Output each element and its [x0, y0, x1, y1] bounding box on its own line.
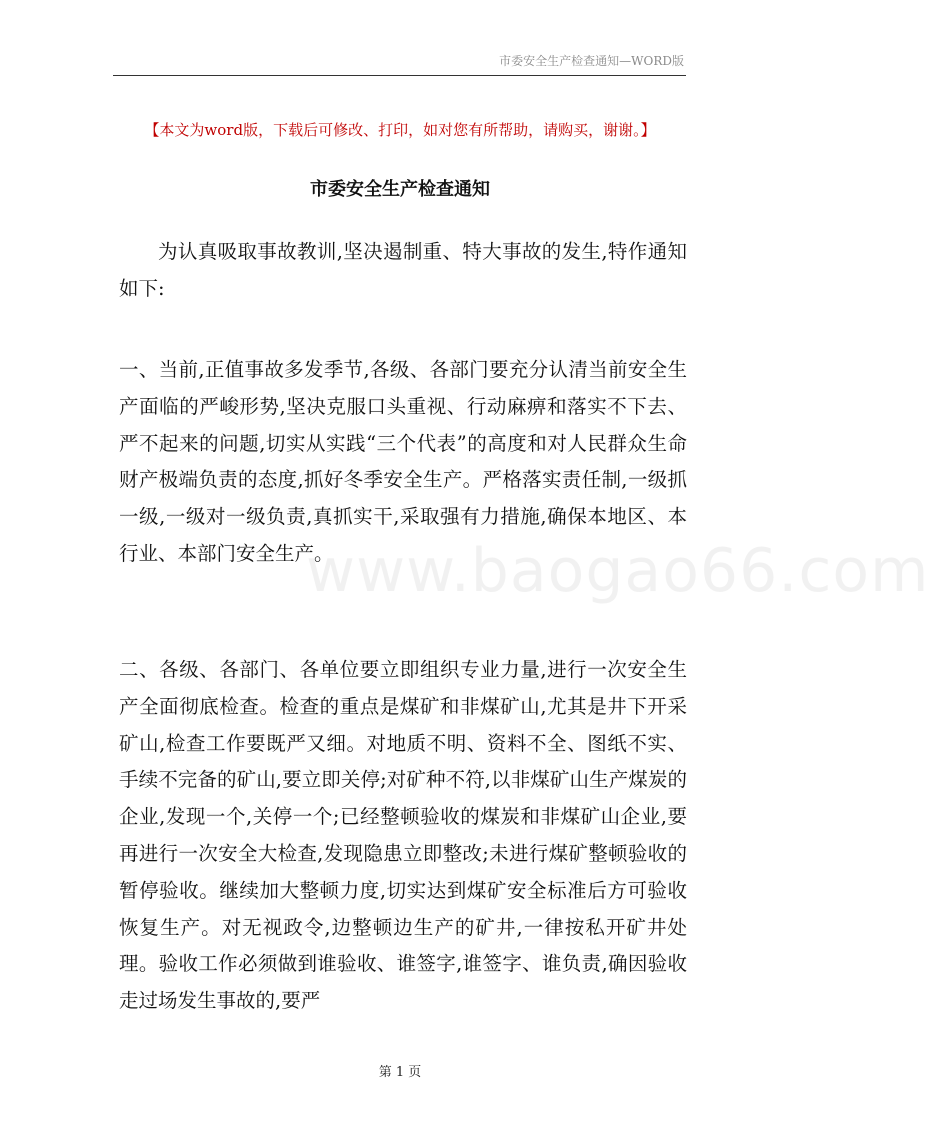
header-divider — [113, 75, 686, 76]
body-paragraph-2: 二、各级、各部门、各单位要立即组织专业力量,进行一次安全生产全面彻底检查。检查的重点是煤矿和非煤矿山,尤其是井下开采矿山,检查工作要既严又细。对地质不明、资料不全、图纸不实、手续不完备的矿山,要立即关停;对矿种不符,以非煤矿山生产煤炭的企业,发现一个,关停一个;已经整顿验收的煤炭和非煤矿山企业,要再进行一次安全大检查,发现隐患立即整改;未进行煤矿整顿验收的暂停验收。继续加大整顿力度,切实达到煤矿安全标准后方可验收恢复生产。对无视政令,边整顿边生产的矿井,一律按私开矿井处理。验收工作必须做到谁验收、谁签字,谁签字、谁负责,确因验收走过场发生事故的,要严 — [119, 658, 687, 1013]
page-number: 第 1 页 — [378, 1065, 422, 1080]
watermark: www.baogao66.com — [306, 536, 929, 606]
running-header: 市委安全生产检查通知—WORD版 — [499, 54, 684, 68]
intro-paragraph: 为认真吸取事故教训,坚决遏制重、特大事故的发生,特作通知如下: — [119, 240, 687, 300]
body-paragraph-1: 一、当前,正值事故多发季节,各级、各部门要充分认清当前安全生产面临的严峻形势,坚决克服口头重视、行动麻痹和落实不下去、严不起来的问题,切实从实践“三个代表”的高度和对人民群众生命财产极端负责的态度,抓好冬季安全生产。严格落实责任制,一级抓一级,一级对一级负责,真抓实干,采取强有力措施,确保本地区、本行业、本部门安全生产。 — [119, 358, 687, 565]
download-notice: 【本文为word版，下载后可修改、打印，如对您有所帮助，请购买，谢谢。】 — [144, 121, 656, 139]
document-title: 市委安全生产检查通知 — [310, 179, 490, 200]
